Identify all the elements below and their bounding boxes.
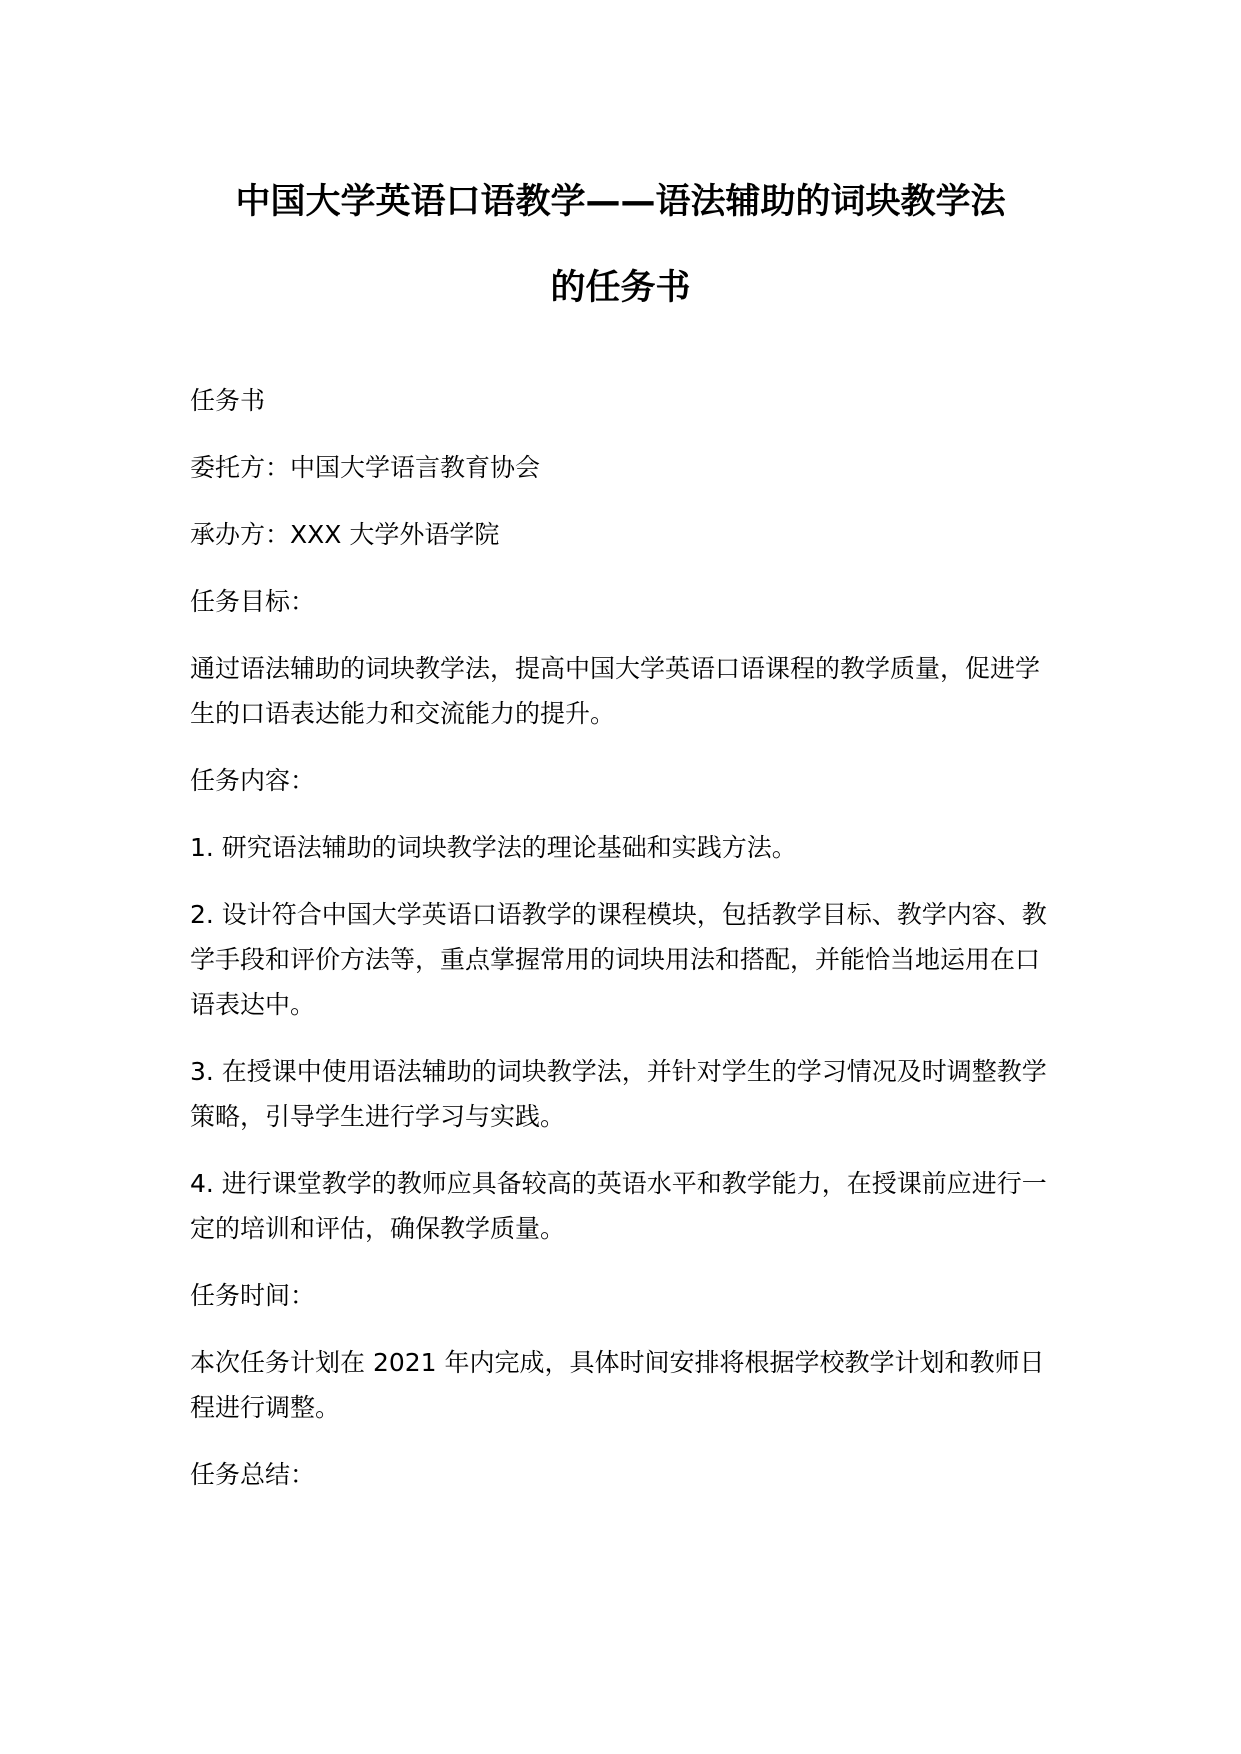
paragraph-content-item-1: 1. 研究语法辅助的词块教学法的理论基础和实践方法。 <box>190 833 797 862</box>
paragraph-time-heading: 任务时间： <box>190 1281 316 1310</box>
paragraph-summary-heading: 任务总结： <box>190 1460 316 1489</box>
paragraph-client: 委托方：中国大学语言教育协会 <box>190 453 541 482</box>
paragraph-goal-heading: 任务目标： <box>190 587 316 616</box>
paragraph-content-item-4: 4. 进行课堂教学的教师应具备较高的英语水平和教学能力，在授课前应进行一定的培训和评估，确保教学质量。 <box>190 1169 1047 1243</box>
document-title-line-2: 的任务书 <box>550 268 691 308</box>
paragraph-content-item-2: 2. 设计符合中国大学英语口语教学的课程模块，包括教学目标、教学内容、教学手段和评价方法等，重点掌握常用的词块用法和搭配，并能恰当地运用在口语表达中。 <box>190 900 1047 1019</box>
paragraph-goal: 通过语法辅助的词块教学法，提高中国大学英语口语课程的教学质量，促进学生的口语表达能力和交流能力的提升。 <box>190 654 1041 728</box>
paragraph-content-heading: 任务内容： <box>190 766 316 795</box>
document-title-line-1: 中国大学英语口语教学——语法辅助的词块教学法 <box>235 182 1006 222</box>
paragraph-content-item-3: 3. 在授课中使用语法辅助的词块教学法，并针对学生的学习情况及时调整教学策略，引导学生进行学习与实践。 <box>190 1057 1047 1131</box>
paragraph-heading: 任务书 <box>190 386 266 415</box>
paragraph-organizer: 承办方：XXX 大学外语学院 <box>190 520 500 549</box>
paragraph-time: 本次任务计划在 2021 年内完成，具体时间安排将根据学校教学计划和教师日程进行调整。 <box>190 1348 1045 1422</box>
document-body <box>190 378 1060 1519</box>
